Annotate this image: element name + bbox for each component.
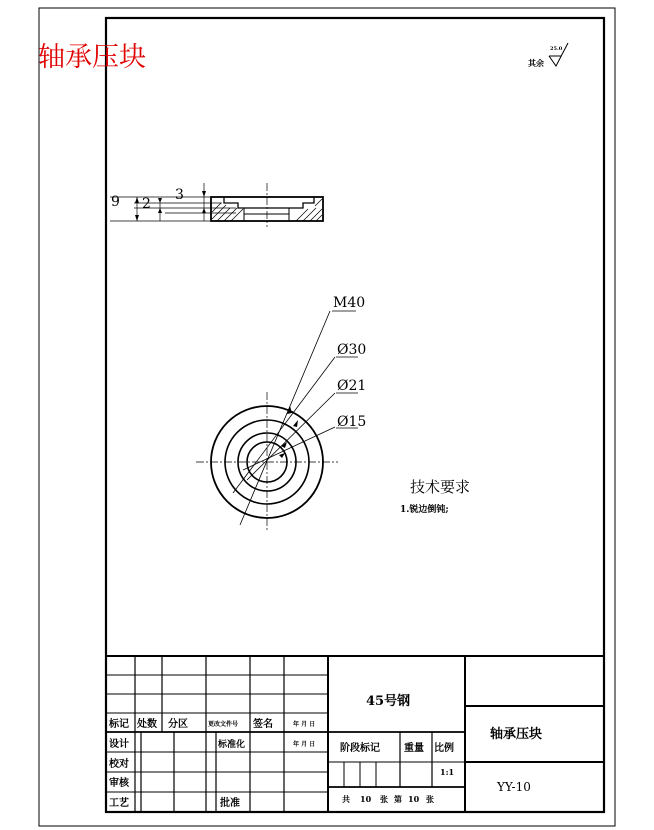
- side-section-view: [110, 183, 323, 227]
- dim-dia15: Ø15: [337, 414, 367, 430]
- part-name-value: 轴承压块: [490, 727, 543, 742]
- label-stage-mark: 阶段标记: [340, 743, 380, 754]
- label-date: 年 月 日: [293, 741, 316, 748]
- hdr-date: 年 月 日: [293, 721, 316, 728]
- label-standardization: 标准化: [218, 740, 246, 750]
- label-check: 校对: [109, 759, 129, 770]
- sheet-count: [342, 794, 434, 804]
- dim-m40: M40: [333, 295, 366, 311]
- label-review: 审核: [109, 778, 129, 789]
- surface-finish-symbol: [528, 43, 568, 68]
- dim-dia30: Ø30: [337, 342, 367, 358]
- surface-finish-note: 其余: [528, 58, 544, 68]
- tech-req-heading: 技术要求: [410, 478, 471, 496]
- label-weight: 重量: [404, 743, 424, 754]
- dim-height-9: 9: [111, 194, 120, 210]
- label-scale: 比例: [434, 743, 454, 754]
- sheets-total-label: 共: [342, 794, 350, 804]
- label-process: 工艺: [109, 798, 129, 809]
- sheet-number-label: 第: [394, 794, 402, 804]
- material-value: 45号钢: [366, 694, 411, 709]
- surface-roughness-value: 25.0: [550, 46, 563, 52]
- dim-height-2: 2: [142, 196, 151, 212]
- sheet-unit-a: 张: [380, 794, 388, 804]
- sheet-number: 10: [408, 794, 420, 804]
- dim-dia21: Ø21: [337, 378, 367, 394]
- dim-height-3: 3: [175, 187, 184, 203]
- hdr-signature: 签名: [253, 719, 273, 730]
- scale-value: 1:1: [440, 767, 455, 777]
- hdr-mark: 标记: [109, 719, 129, 730]
- part-title: 轴承压块: [38, 42, 146, 73]
- label-design: 设计: [109, 739, 129, 750]
- hdr-count: 处数: [137, 719, 157, 730]
- sheets-total: 10: [360, 794, 372, 804]
- hdr-change-doc: 更改文件号: [208, 721, 239, 728]
- tech-req-item: 1.锐边倒钝;: [400, 505, 449, 515]
- label-approve: 批准: [220, 798, 240, 809]
- hdr-zone: 分区: [168, 719, 188, 730]
- top-plan-view: [196, 295, 366, 532]
- drawing-number-value: YY-10: [497, 780, 531, 794]
- sheet-unit-b: 张: [426, 794, 434, 804]
